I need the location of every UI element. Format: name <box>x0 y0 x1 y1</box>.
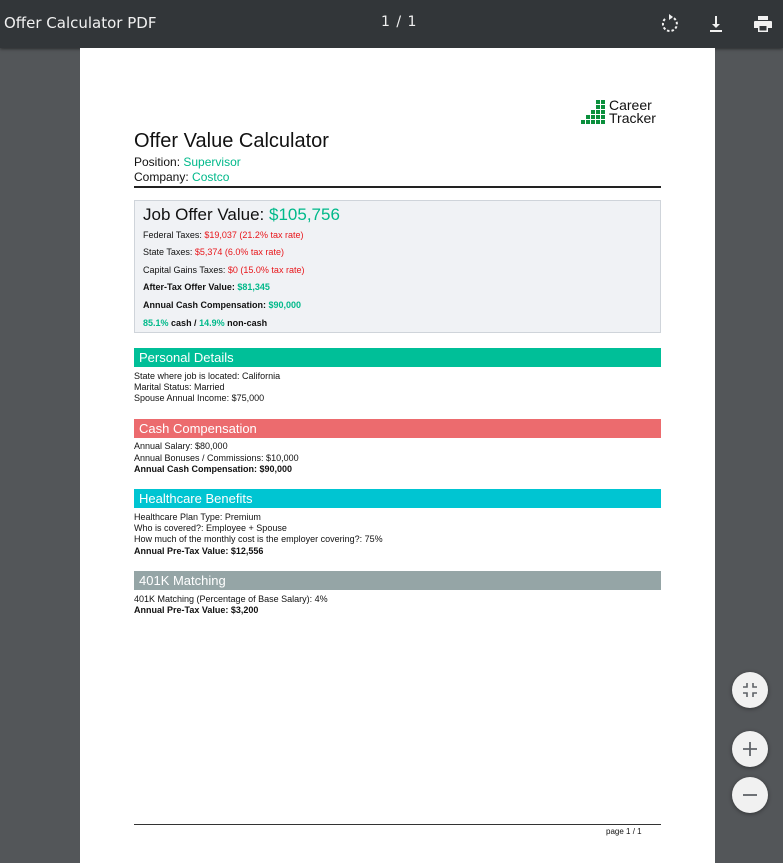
personal-line: Spouse Annual Income: $75,000 <box>134 393 265 403</box>
cash-compensation-value: $90,000 <box>268 300 302 310</box>
zoom-out-button[interactable] <box>732 777 768 813</box>
offer-value-amount: $105,756 <box>269 205 340 224</box>
after-tax-label: After-Tax Offer Value: <box>143 282 235 292</box>
personal-line: State where job is located: California <box>134 371 281 381</box>
capital-gains-label: Capital Gains Taxes: <box>143 265 226 275</box>
health-line: How much of the monthly cost is the employer covering?: 75% <box>134 534 383 544</box>
state-taxes-line <box>143 247 284 257</box>
footer-page-number: page 1 / 1 <box>606 827 642 836</box>
stairs-logo-icon <box>580 100 606 126</box>
company-label: Company: <box>134 170 189 184</box>
healthcare-benefits-header: Healthcare Benefits <box>134 489 661 508</box>
health-line: Who is covered?: Employee + Spouse <box>134 523 287 533</box>
position-label: Position: <box>134 155 181 169</box>
header-divider <box>134 186 661 188</box>
download-icon <box>704 12 728 36</box>
viewer-toolbar <box>0 0 783 48</box>
fit-to-page-button[interactable] <box>732 672 768 708</box>
cash-line: Annual Salary: $80,000 <box>134 441 228 451</box>
cash-line: Annual Bonuses / Commissions: $10,000 <box>134 453 299 463</box>
zoom-out-icon <box>740 785 760 805</box>
federal-taxes-line <box>143 230 303 240</box>
company-value: Costco <box>192 170 230 184</box>
401k-matching-header: 401K Matching <box>134 571 661 590</box>
401k-line: 401K Matching (Percentage of Base Salary): 4% <box>134 594 328 604</box>
cash-percent: 85.1% <box>143 318 169 328</box>
download-button[interactable] <box>704 12 728 36</box>
offer-summary-box <box>134 200 661 333</box>
capital-gains-line <box>143 265 304 275</box>
position-line <box>134 155 241 169</box>
offer-value-label: Job Offer Value: <box>143 205 265 224</box>
personal-line: Marital Status: Married <box>134 382 225 392</box>
logo-text <box>609 99 656 125</box>
logo-line-1: Career <box>609 97 652 113</box>
pdf-page <box>80 48 715 863</box>
federal-taxes-value: $19,037 (21.2% tax rate) <box>204 230 304 240</box>
company-line <box>134 170 229 184</box>
noncash-word: non-cash <box>227 318 268 328</box>
personal-details-header: Personal Details <box>134 348 661 367</box>
career-tracker-logo <box>580 99 662 127</box>
cash-split-line <box>143 318 267 328</box>
footer-divider <box>134 824 661 825</box>
cash-compensation-header: Cash Compensation <box>134 419 661 438</box>
health-line: Healthcare Plan Type: Premium <box>134 512 261 522</box>
rotate-icon <box>658 12 682 36</box>
zoom-in-icon <box>740 739 760 759</box>
offer-value-heading <box>143 205 340 225</box>
print-icon <box>751 12 775 36</box>
capital-gains-value: $0 (15.0% tax rate) <box>227 265 305 275</box>
page-title: Offer Value Calculator <box>134 130 329 152</box>
noncash-percent: 14.9% <box>199 318 225 328</box>
health-total: Annual Pre-Tax Value: $12,556 <box>134 546 264 556</box>
logo-line-2: Tracker <box>609 110 656 126</box>
cash-word: cash / <box>171 318 197 328</box>
print-button[interactable] <box>751 12 775 36</box>
cash-compensation-line <box>143 300 301 310</box>
cash-compensation-label: Annual Cash Compensation: <box>143 300 267 310</box>
zoom-in-button[interactable] <box>732 731 768 767</box>
after-tax-value: $81,345 <box>237 282 270 292</box>
fit-to-page-icon <box>740 680 760 700</box>
document-title: Offer Calculator PDF <box>4 14 157 32</box>
401k-total: Annual Pre-Tax Value: $3,200 <box>134 605 259 615</box>
federal-taxes-label: Federal Taxes: <box>143 230 202 240</box>
state-taxes-label: State Taxes: <box>143 247 193 257</box>
after-tax-line <box>143 282 270 292</box>
rotate-button[interactable] <box>658 12 682 36</box>
position-value: Supervisor <box>183 155 241 169</box>
cash-total: Annual Cash Compensation: $90,000 <box>134 464 293 474</box>
state-taxes-value: $5,374 (6.0% tax rate) <box>194 247 284 257</box>
page-indicator: 1 / 1 <box>381 14 418 30</box>
